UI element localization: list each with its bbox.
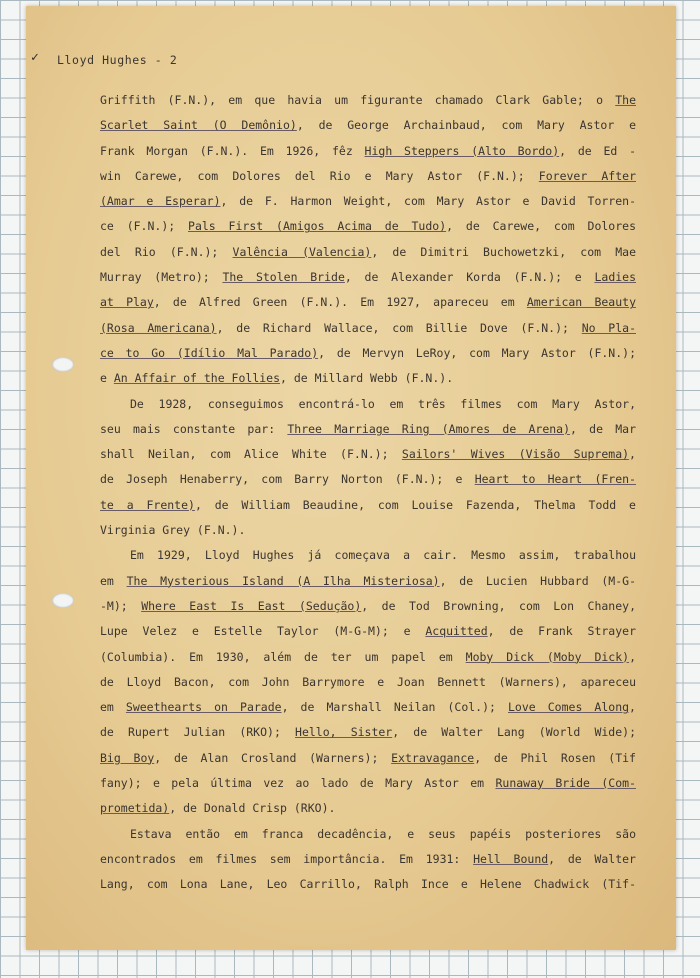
- film-title: at Play: [100, 295, 154, 310]
- film-title: Valência (Valencia): [232, 244, 372, 259]
- film-title: Sailors' Wives (Visão Suprema): [401, 447, 630, 462]
- text-line: [100, 670, 636, 695]
- text-line: [100, 720, 636, 745]
- text-segment: , de Phil Rosen (Tif: [474, 750, 636, 765]
- text-segment: (Columbia). Em 1930, além de ter um papel em: [100, 649, 466, 664]
- text-segment: Murray (Metro);: [100, 270, 223, 285]
- text-segment: , de Dimitri Buchowetzki, com Mae: [371, 244, 636, 259]
- text-line: [100, 619, 636, 644]
- text-line: [100, 518, 636, 543]
- text-line: [100, 113, 636, 138]
- page-header: Lloyd Hughes - 2: [57, 53, 178, 67]
- text-line: [100, 467, 636, 492]
- text-line: [100, 746, 636, 771]
- text-segment: , de Tod Browning, com Lon Chaney,: [361, 598, 636, 613]
- film-title: The Stolen Bride: [222, 270, 345, 285]
- typewritten-page: [26, 6, 676, 950]
- text-line: [100, 164, 636, 189]
- text-segment: Em 1929, Lloyd Hughes já começava a cair. Mesmo assim, trabalhou: [130, 548, 636, 563]
- film-title: Forever After: [538, 168, 636, 183]
- film-title: Three Marriage Ring (Amores de Arena): [287, 421, 571, 436]
- text-segment: ce (F.N.);: [100, 219, 189, 234]
- text-line: [100, 290, 636, 315]
- film-title: No Pla-: [581, 320, 636, 335]
- film-title: (Amar e Esperar): [100, 194, 221, 209]
- text-line: [100, 695, 636, 720]
- film-title: Big Boy: [100, 750, 155, 765]
- text-segment: Virginia Grey (F.N.).: [100, 523, 246, 538]
- text-segment: , de Mervyn LeRoy, com Mary Astor (F.N.);: [318, 345, 636, 360]
- text-line: [100, 796, 636, 821]
- text-segment: Griffith (F.N.), em que havia um figurante chamado Clark Gable; o: [100, 93, 616, 107]
- film-title: Sweethearts on Parade: [125, 700, 282, 715]
- text-segment: , de Walter: [548, 851, 636, 866]
- text-segment: , de Alfred Green (F.N.). Em 1927, apareceu em: [153, 295, 527, 310]
- film-title: prometida): [100, 801, 170, 816]
- film-title: Love Comes Along: [508, 700, 630, 715]
- text-segment: de Rupert Julian (RKO);: [100, 725, 296, 740]
- text-segment: , de Walter Lang (World Wide);: [392, 725, 636, 740]
- text-line: [100, 569, 636, 594]
- film-title: ce to Go (Idílio Mal Parado): [100, 345, 319, 360]
- film-title: An Affair of the Follies: [113, 371, 281, 386]
- text-line: [100, 139, 636, 164]
- text-segment: Lang, com Lona Lane, Leo Carrillo, Ralph Ince e Helene Chadwick (Tif-: [100, 877, 636, 892]
- film-title: Where East Is East (Sedução): [141, 598, 362, 613]
- text-segment: , de Richard Wallace, com Billie Dove (F.N.);: [216, 320, 582, 335]
- text-line: [100, 214, 636, 239]
- text-line: [100, 822, 636, 847]
- body-text: [100, 88, 636, 898]
- text-segment: , de Alexander Korda (F.N.); e: [344, 270, 595, 285]
- punch-hole-upper: [52, 357, 74, 372]
- text-line: [100, 88, 636, 113]
- text-segment: , de Ed -: [559, 143, 636, 158]
- text-segment: ,: [629, 700, 636, 715]
- text-line: [100, 341, 636, 366]
- text-segment: Frank Morgan (F.N.). Em 1926, fêz: [100, 143, 365, 158]
- film-title: Moby Dick (Moby Dick): [465, 649, 630, 664]
- text-segment: , de F. Harmon Weight, com Mary Astor e David Torren-: [220, 194, 636, 209]
- text-segment: ,: [629, 447, 636, 462]
- text-segment: seu mais constante par:: [100, 421, 288, 436]
- text-line: [100, 442, 636, 467]
- text-segment: de Lloyd Bacon, com John Barrymore e Joan Bennett (Warners), apareceu: [100, 674, 636, 689]
- film-title: Scarlet Saint (O Demônio): [100, 118, 297, 133]
- text-segment: , de Millard Webb (F.N.).: [280, 371, 454, 386]
- film-title: The: [615, 93, 636, 107]
- text-segment: De 1928, conseguimos encontrá-lo em três filmes com Mary Astor,: [130, 396, 636, 411]
- text-segment: , de Donald Crisp (RKO).: [169, 801, 336, 816]
- film-title: (Rosa Americana): [100, 320, 217, 335]
- film-title: High Steppers (Alto Bordo): [364, 143, 560, 158]
- text-line: [100, 189, 636, 214]
- text-segment: encontrados em filmes sem importância. Em 1931:: [100, 851, 474, 866]
- text-segment: , de Carewe, com Dolores: [446, 219, 636, 234]
- text-line: [100, 493, 636, 518]
- text-line: [100, 240, 636, 265]
- text-line: [100, 645, 636, 670]
- film-title: Extravagance: [391, 750, 475, 765]
- text-line: [100, 872, 636, 897]
- text-line: [100, 847, 636, 872]
- film-title: Pals First (Amigos Acima de Tudo): [188, 219, 447, 234]
- text-segment: e: [100, 371, 114, 386]
- text-segment: fany); e pela última vez ao lado de Mary Astor em: [100, 776, 496, 791]
- punch-hole-lower: [52, 593, 74, 608]
- text-segment: ,: [629, 649, 636, 664]
- text-line: [100, 594, 636, 619]
- text-line: [100, 265, 636, 290]
- text-line: [100, 366, 636, 391]
- text-segment: -M);: [100, 598, 142, 613]
- film-title: The Mysterious Island (A Ilha Misteriosa): [126, 573, 440, 588]
- film-title: Hell Bound: [473, 851, 549, 866]
- text-segment: em: [100, 573, 127, 588]
- text-segment: em: [100, 700, 126, 715]
- text-segment: , de Lucien Hubbard (M-G-: [439, 573, 636, 588]
- text-segment: del Rio (F.N.);: [100, 244, 233, 259]
- film-title: American Beauty: [526, 295, 636, 310]
- film-title: Ladies: [594, 270, 636, 285]
- text-segment: Lupe Velez e Estelle Taylor (M-G-M); e: [100, 624, 426, 639]
- text-segment: , de Marshall Neilan (Col.);: [281, 700, 508, 715]
- check-mark-icon: ✓: [31, 50, 39, 65]
- text-line: [100, 392, 636, 417]
- text-line: [100, 316, 636, 341]
- text-segment: win Carewe, com Dolores del Rio e Mary Astor (F.N.);: [100, 168, 539, 183]
- text-line: [100, 417, 636, 442]
- text-segment: Estava então em franca decadência, e seus papéis posteriores são: [130, 826, 636, 841]
- text-line: [100, 771, 636, 796]
- text-segment: , de Mar: [570, 421, 636, 436]
- text-segment: shall Neilan, com Alice White (F.N.);: [100, 447, 402, 462]
- film-title: Hello, Sister: [295, 725, 393, 740]
- text-segment: , de Frank Strayer: [487, 624, 636, 639]
- text-segment: , de George Archainbaud, com Mary Astor e: [296, 118, 636, 133]
- text-segment: , de William Beaudine, com Louise Fazenda, Thelma Todd e: [194, 497, 636, 512]
- text-line: [100, 543, 636, 568]
- film-title: te a Frente): [100, 497, 195, 512]
- text-segment: de Joseph Henaberry, com Barry Norton (F.N.); e: [100, 472, 475, 487]
- film-title: Acquitted: [425, 624, 488, 639]
- film-title: Heart to Heart (Fren-: [474, 472, 636, 487]
- film-title: Runaway Bride (Com-: [495, 776, 636, 791]
- text-segment: , de Alan Crosland (Warners);: [154, 750, 392, 765]
